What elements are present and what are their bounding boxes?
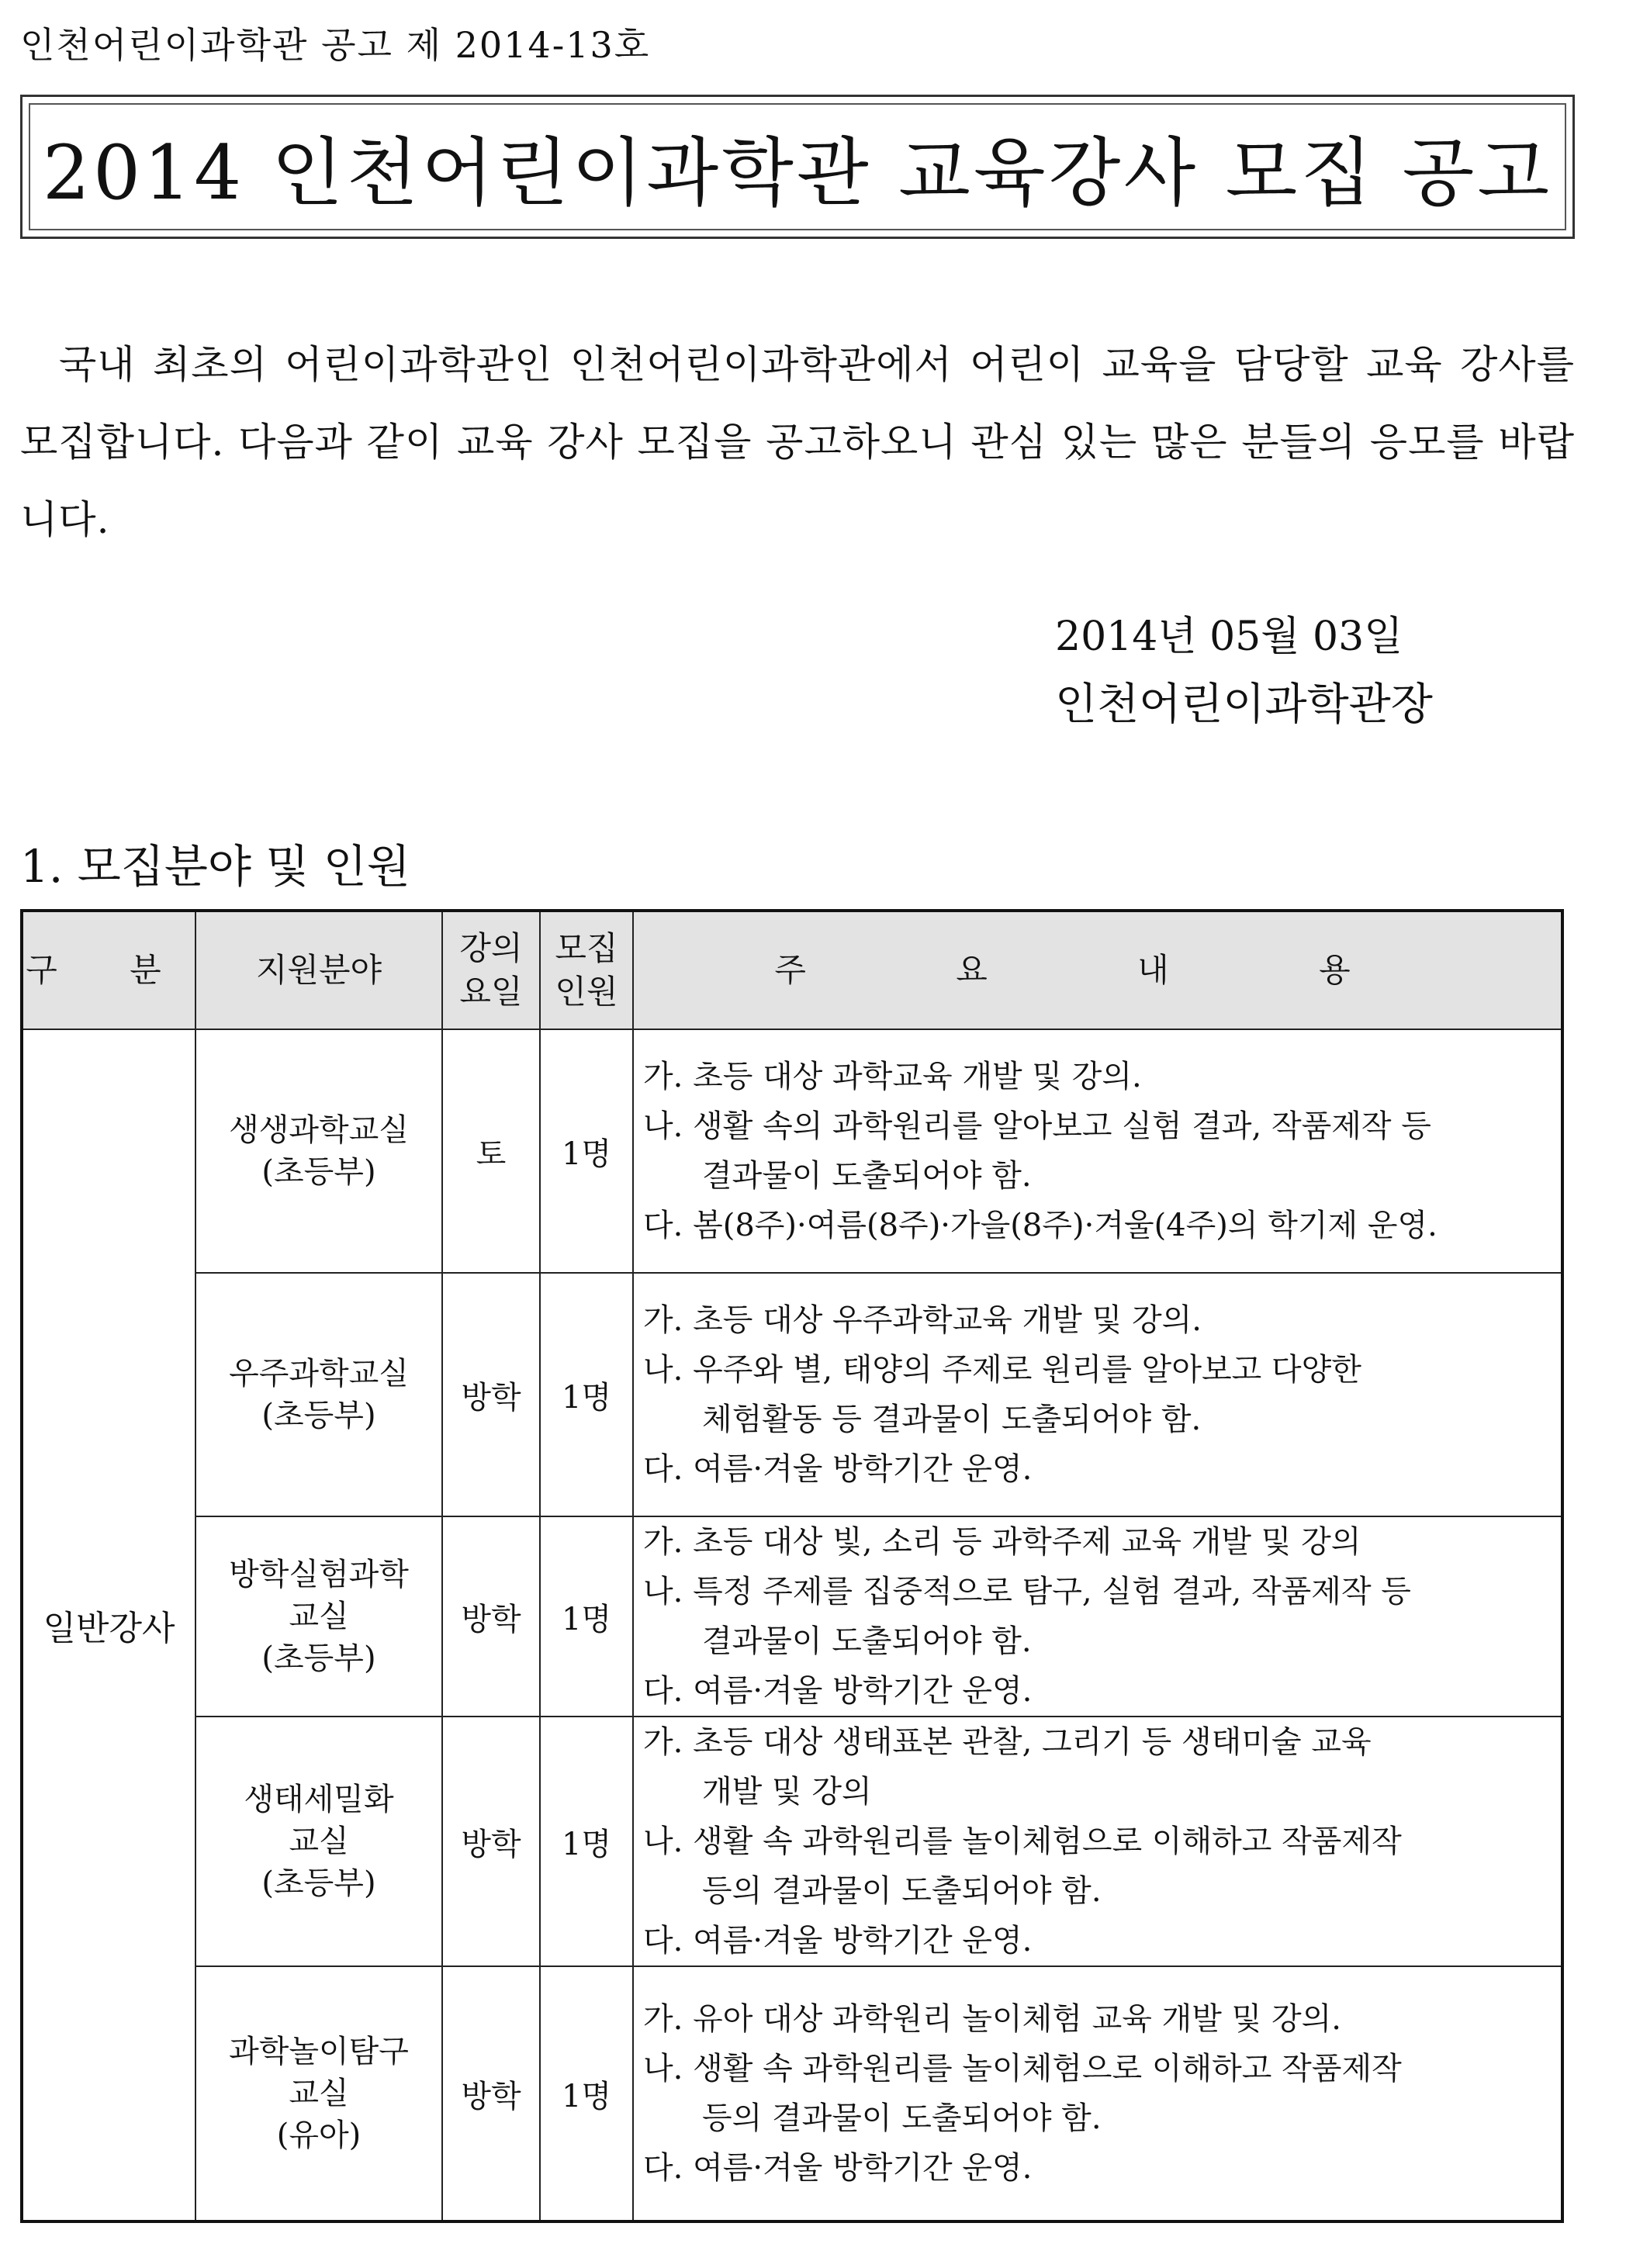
detail-line: 가. 유아 대상 과학원리 놀이체험 교육 개발 및 강의. bbox=[643, 2001, 1341, 2037]
table-row bbox=[22, 1966, 1562, 2221]
intro-paragraph bbox=[20, 326, 1575, 558]
detail-line: 체험활동 등 결과물이 도출되어야 함. bbox=[702, 1402, 1202, 1437]
field-line: 생태세밀화 bbox=[244, 1782, 394, 1817]
category-cell: 일반강사 bbox=[22, 1029, 195, 2221]
field-line: 교실 bbox=[289, 1599, 349, 1634]
detail-line: 등의 결과물이 도출되어야 함. bbox=[702, 1873, 1102, 1909]
detail-line: 나. 생활 속 과학원리를 놀이체험으로 이해하고 작품제작 bbox=[643, 2051, 1402, 2086]
header-count-line1: 모집 bbox=[555, 929, 618, 967]
header-content bbox=[633, 911, 1562, 1029]
detail-line: 나. 생활 속 과학원리를 놀이체험으로 이해하고 작품제작 bbox=[643, 1824, 1402, 1859]
header-category bbox=[22, 911, 195, 1029]
field-line: 방학실험과학 bbox=[229, 1557, 409, 1592]
detail-line: 다. 여름·겨울 방학기간 운영. bbox=[643, 1451, 1033, 1487]
details-cell bbox=[633, 1516, 1562, 1717]
table-header-row bbox=[22, 911, 1562, 1029]
field-line: (초등부) bbox=[261, 1865, 376, 1901]
count-cell: 1명 bbox=[540, 1029, 633, 1273]
day-cell: 토 bbox=[442, 1029, 540, 1273]
header-content-label: 주 요 내 용 bbox=[774, 951, 1420, 989]
field-line: (초등부) bbox=[261, 1154, 376, 1190]
announcement-date: 2014년 05월 03일 bbox=[1055, 614, 1403, 660]
field-cell bbox=[195, 1273, 442, 1516]
count-cell: 1명 bbox=[540, 1717, 633, 1966]
field-cell bbox=[195, 1516, 442, 1717]
day-cell: 방학 bbox=[442, 1273, 540, 1516]
field-cell bbox=[195, 1717, 442, 1966]
detail-line: 가. 초등 대상 과학교육 개발 및 강의. bbox=[643, 1059, 1142, 1094]
field-line: 생생과학교실 bbox=[229, 1112, 409, 1148]
day-cell: 방학 bbox=[442, 1516, 540, 1717]
section-1-heading: 1. 모집분야 및 인원 bbox=[20, 840, 410, 893]
details-cell bbox=[633, 1273, 1562, 1516]
title-inner-frame bbox=[29, 103, 1566, 230]
detail-line: 가. 초등 대상 생태표본 관찰, 그리기 등 생태미술 교육 bbox=[643, 1724, 1372, 1760]
field-cell bbox=[195, 1029, 442, 1273]
title-box bbox=[20, 95, 1575, 239]
detail-line: 결과물이 도출되어야 함. bbox=[702, 1623, 1032, 1659]
count-cell: 1명 bbox=[540, 1966, 633, 2221]
table-row bbox=[22, 1273, 1562, 1516]
page-title: 2014 인천어린이과학관 교육강사 모집 공고 bbox=[42, 129, 1553, 216]
table-row bbox=[22, 1717, 1562, 1966]
field-line: 우주과학교실 bbox=[229, 1356, 409, 1392]
detail-line: 가. 초등 대상 빛, 소리 등 과학주제 교육 개발 및 강의 bbox=[643, 1524, 1361, 1560]
field-line: (유아) bbox=[276, 2118, 362, 2153]
table-row bbox=[22, 1029, 1562, 1273]
detail-line: 나. 우주와 별, 태양의 주제로 원리를 알아보고 다양한 bbox=[643, 1352, 1361, 1388]
detail-line: 나. 생활 속의 과학원리를 알아보고 실험 결과, 작품제작 등 bbox=[643, 1108, 1431, 1144]
detail-line: 개발 및 강의 bbox=[702, 1774, 872, 1810]
field-line: (초등부) bbox=[261, 1398, 376, 1433]
day-cell: 방학 bbox=[442, 1717, 540, 1966]
field-cell bbox=[195, 1966, 442, 2221]
issuer-signature: 인천어린이과학관장 bbox=[1055, 679, 1433, 730]
field-line: 교실 bbox=[289, 2076, 349, 2111]
details-cell bbox=[633, 1966, 1562, 2221]
header-day-line1: 강의 bbox=[459, 929, 523, 967]
field-line: 교실 bbox=[289, 1824, 349, 1859]
field-line: (초등부) bbox=[261, 1640, 376, 1676]
field-line: 과학놀이탐구 bbox=[229, 2034, 409, 2069]
header-day-line2: 요일 bbox=[459, 973, 523, 1011]
intro-text: 국내 최초의 어린이과학관인 인천어린이과학관에서 어린이 교육을 담당할 교육 강사를 모집합니다. 다음과 같이 교육 강사 모집을 공고하오니 관심 있는 많은 분들의 응모를 바랍니다. bbox=[20, 342, 1575, 542]
day-cell: 방학 bbox=[442, 1966, 540, 2221]
recruitment-table bbox=[20, 909, 1564, 2223]
detail-line: 나. 특정 주제를 집중적으로 탐구, 실험 결과, 작품제작 등 bbox=[643, 1574, 1411, 1609]
details-cell bbox=[633, 1029, 1562, 1273]
detail-line: 가. 초등 대상 우주과학교육 개발 및 강의. bbox=[643, 1302, 1202, 1338]
detail-line: 결과물이 도출되어야 함. bbox=[702, 1158, 1032, 1194]
header-count-line2: 인원 bbox=[555, 973, 618, 1011]
count-cell: 1명 bbox=[540, 1273, 633, 1516]
detail-line: 다. 여름·겨울 방학기간 운영. bbox=[643, 2150, 1033, 2186]
details-cell bbox=[633, 1717, 1562, 1966]
count-cell: 1명 bbox=[540, 1516, 633, 1717]
header-category-label: 구 분 bbox=[26, 951, 192, 989]
header-field: 지원분야 bbox=[195, 911, 442, 1029]
detail-line: 다. 여름·겨울 방학기간 운영. bbox=[643, 1923, 1033, 1959]
detail-line: 다. 봄(8주)·여름(8주)·가을(8주)·겨울(4주)의 학기제 운영. bbox=[643, 1208, 1437, 1243]
detail-line: 다. 여름·겨울 방학기간 운영. bbox=[643, 1673, 1033, 1709]
header-day bbox=[442, 911, 540, 1029]
notice-number: 인천어린이과학관 공고 제 2014-13호 bbox=[20, 24, 651, 66]
detail-line: 등의 결과물이 도출되어야 함. bbox=[702, 2100, 1102, 2136]
header-count bbox=[540, 911, 633, 1029]
table-row bbox=[22, 1516, 1562, 1717]
